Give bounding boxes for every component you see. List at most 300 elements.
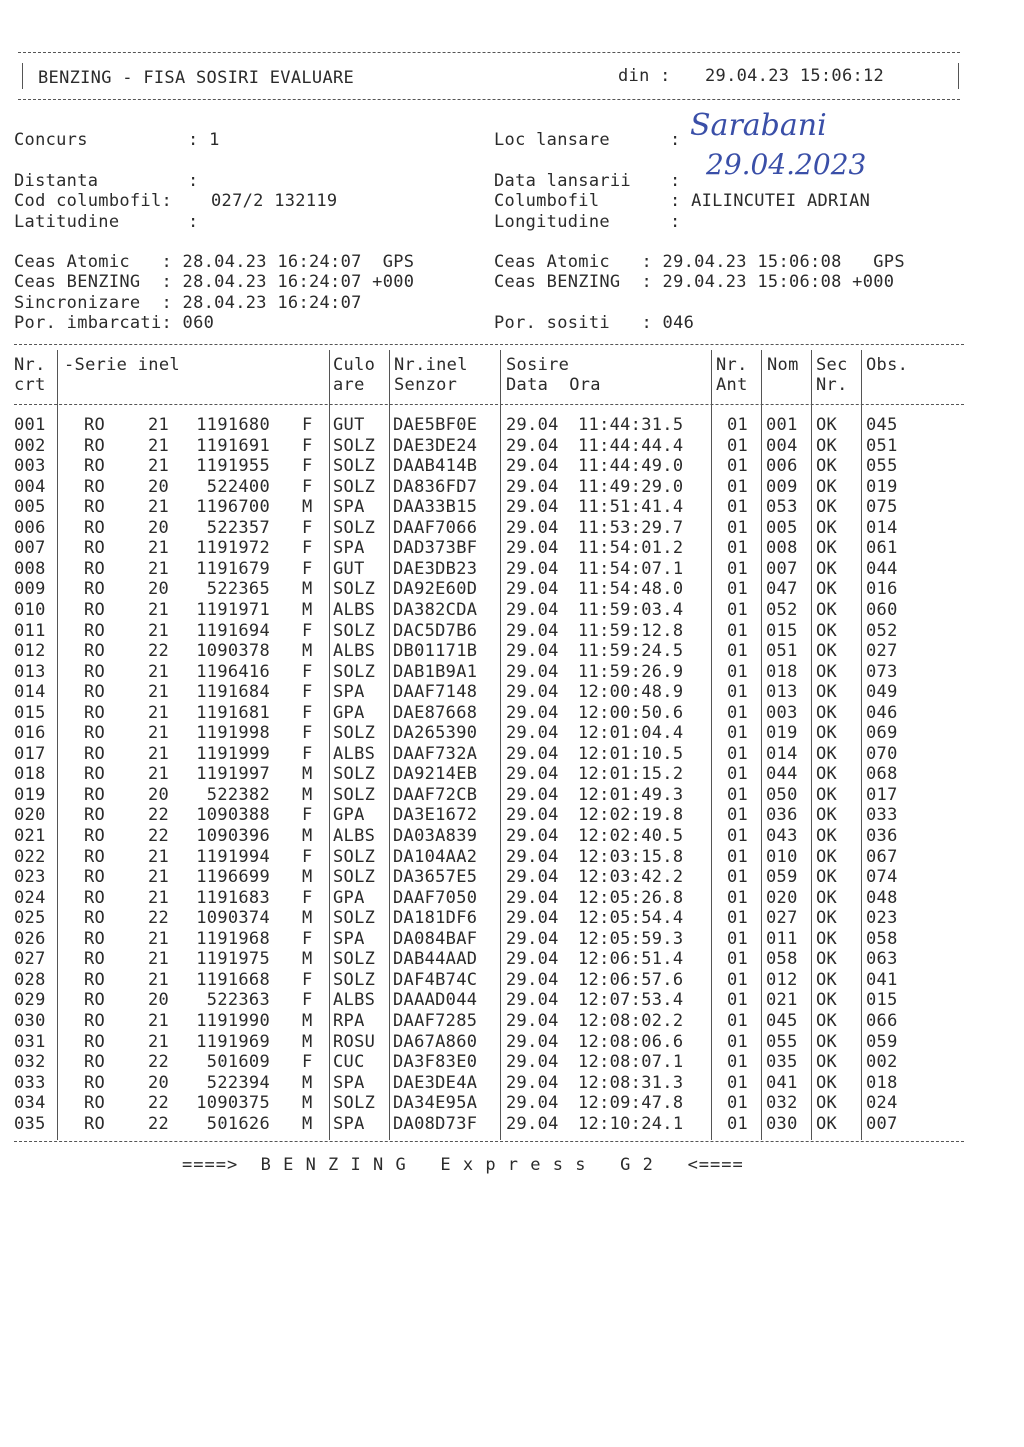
cell-time: 12:10:24.1 xyxy=(578,1113,684,1134)
cell-obs: 007 xyxy=(866,1113,898,1134)
cell-color: SOLZ xyxy=(333,764,376,785)
cell-date: 29.04 xyxy=(506,476,559,497)
cell-time: 12:03:42.2 xyxy=(578,867,684,888)
cell-sec: OK xyxy=(816,702,838,723)
cell-sensor: DAE3DB23 xyxy=(393,558,478,579)
cell-sex: M xyxy=(302,784,313,805)
cell-nom: 014 xyxy=(766,743,798,764)
cell-ant: 01 xyxy=(727,764,749,785)
cell-country: RO xyxy=(84,764,106,785)
table-row xyxy=(0,703,1024,724)
cell-nom: 004 xyxy=(766,435,798,456)
cell-obs: 052 xyxy=(866,620,898,641)
table-row xyxy=(0,621,1024,642)
cell-time: 11:59:24.5 xyxy=(578,641,684,662)
table-row xyxy=(0,477,1024,498)
cell-date: 29.04 xyxy=(506,682,559,703)
cell-year: 21 xyxy=(148,969,170,990)
cell-ant: 01 xyxy=(727,456,749,477)
cell-nr-crt: 030 xyxy=(14,1010,46,1031)
cell-sensor: DA34E95A xyxy=(393,1093,478,1114)
cell-ring-number: 1196700 xyxy=(196,497,270,518)
cell-country: RO xyxy=(84,599,106,620)
cell-color: SPA xyxy=(333,1072,365,1093)
cell-nom: 021 xyxy=(766,990,798,1011)
cell-country: RO xyxy=(84,682,106,703)
cell-color: SOLZ xyxy=(333,620,376,641)
cell-nr-crt: 023 xyxy=(14,867,46,888)
cell-ring-number: 1191968 xyxy=(196,928,270,949)
col-sosire-line2: Data Ora xyxy=(506,375,601,395)
cell-obs: 063 xyxy=(866,949,898,970)
cell-ring-number: 1191668 xyxy=(196,969,270,990)
cell-country: RO xyxy=(84,661,106,682)
cell-ant: 01 xyxy=(727,805,749,826)
cell-ant: 01 xyxy=(727,826,749,846)
cell-sensor: DAE5BF0E xyxy=(393,415,478,435)
cell-date: 29.04 xyxy=(506,826,559,846)
cell-nom: 044 xyxy=(766,764,798,785)
cell-sensor: DA08D73F xyxy=(393,1113,478,1134)
cell-country: RO xyxy=(84,846,106,867)
cell-sensor: DAB44AAD xyxy=(393,949,478,970)
cell-nom: 003 xyxy=(766,702,798,723)
cell-nom: 001 xyxy=(766,415,798,435)
cell-nom: 051 xyxy=(766,641,798,662)
table-row xyxy=(0,538,1024,559)
col-serie-inel: -Serie inel xyxy=(64,355,180,375)
table-row xyxy=(0,436,1024,457)
cell-country: RO xyxy=(84,579,106,600)
cell-ant: 01 xyxy=(727,661,749,682)
cell-nom: 019 xyxy=(766,723,798,744)
distanta-value: : xyxy=(188,171,199,191)
cell-country: RO xyxy=(84,969,106,990)
cell-time: 12:07:53.4 xyxy=(578,990,684,1011)
data-lansarii-label: Data lansarii xyxy=(494,171,631,191)
cell-year: 20 xyxy=(148,990,170,1011)
cell-ring-number: 501609 xyxy=(206,1052,270,1073)
cell-nom: 055 xyxy=(766,1031,798,1052)
cell-color: GPA xyxy=(333,805,365,826)
table-row xyxy=(0,785,1024,806)
cell-nom: 035 xyxy=(766,1052,798,1073)
table-row xyxy=(0,929,1024,950)
cell-country: RO xyxy=(84,743,106,764)
cell-sex: M xyxy=(302,1113,313,1134)
table-bottom-divider xyxy=(14,1141,964,1142)
cell-country: RO xyxy=(84,908,106,929)
cell-sec: OK xyxy=(816,826,838,846)
footer-banner: ====> B E N Z I N G E x p r e s s G 2 <==== xyxy=(182,1155,744,1175)
cell-country: RO xyxy=(84,990,106,1011)
cell-nr-crt: 021 xyxy=(14,826,46,846)
cell-country: RO xyxy=(84,826,106,846)
col-sec-line1: Sec xyxy=(816,355,848,375)
cell-sec: OK xyxy=(816,908,838,929)
cell-time: 11:44:31.5 xyxy=(578,415,684,435)
table-row xyxy=(0,600,1024,621)
cell-year: 21 xyxy=(148,867,170,888)
table-row xyxy=(0,908,1024,929)
cell-sec: OK xyxy=(816,661,838,682)
cell-nom: 015 xyxy=(766,620,798,641)
cell-obs: 075 xyxy=(866,497,898,518)
cell-sex: F xyxy=(302,517,313,538)
cell-date: 29.04 xyxy=(506,887,559,908)
cell-sex: F xyxy=(302,969,313,990)
cell-nr-crt: 005 xyxy=(14,497,46,518)
cell-date: 29.04 xyxy=(506,969,559,990)
cell-date: 29.04 xyxy=(506,1113,559,1134)
cell-obs: 027 xyxy=(866,641,898,662)
cell-time: 11:59:12.8 xyxy=(578,620,684,641)
cell-sex: F xyxy=(302,558,313,579)
cell-ring-number: 1191683 xyxy=(196,887,270,908)
cell-year: 20 xyxy=(148,476,170,497)
table-row xyxy=(0,867,1024,888)
cell-sensor: DA9214EB xyxy=(393,764,478,785)
cell-sensor: DA265390 xyxy=(393,723,478,744)
cell-sex: M xyxy=(302,1072,313,1093)
report-datetime: 29.04.23 15:06:12 xyxy=(705,66,885,86)
cell-nom: 008 xyxy=(766,538,798,559)
cell-ant: 01 xyxy=(727,743,749,764)
cell-time: 12:01:49.3 xyxy=(578,784,684,805)
cell-ant: 01 xyxy=(727,969,749,990)
cell-sec: OK xyxy=(816,641,838,662)
cell-sec: OK xyxy=(816,764,838,785)
cell-sensor: DA3E1672 xyxy=(393,805,478,826)
cell-ant: 01 xyxy=(727,1072,749,1093)
cell-nr-crt: 017 xyxy=(14,743,46,764)
cell-date: 29.04 xyxy=(506,723,559,744)
cell-sensor: DAA33B15 xyxy=(393,497,478,518)
cell-sensor: DAD373BF xyxy=(393,538,478,559)
cell-sensor: DAAB414B xyxy=(393,456,478,477)
table-row xyxy=(0,559,1024,580)
cell-country: RO xyxy=(84,1072,106,1093)
data-lansarii-handwritten: 29.04.2023 xyxy=(706,148,867,181)
cell-sensor: DAAF7066 xyxy=(393,517,478,538)
cell-nom: 013 xyxy=(766,682,798,703)
cell-nom: 041 xyxy=(766,1072,798,1093)
cell-sensor: DA084BAF xyxy=(393,928,478,949)
cell-ant: 01 xyxy=(727,1010,749,1031)
cell-ant: 01 xyxy=(727,990,749,1011)
cell-year: 21 xyxy=(148,928,170,949)
cell-color: CUC xyxy=(333,1052,365,1073)
cell-ring-number: 1191679 xyxy=(196,558,270,579)
cell-nr-crt: 033 xyxy=(14,1072,46,1093)
cell-nr-crt: 002 xyxy=(14,435,46,456)
cell-ring-number: 1090388 xyxy=(196,805,270,826)
table-row xyxy=(0,1032,1024,1053)
latitudine-label: Latitudine xyxy=(14,212,120,232)
cell-ant: 01 xyxy=(727,908,749,929)
cell-date: 29.04 xyxy=(506,435,559,456)
cell-sex: F xyxy=(302,456,313,477)
porumbei-imbarcati: Por. imbarcati: 060 xyxy=(14,313,215,333)
cell-obs: 002 xyxy=(866,1052,898,1073)
cell-obs: 067 xyxy=(866,846,898,867)
cell-color: SOLZ xyxy=(333,969,376,990)
ceas-atomic-end: Ceas Atomic : 29.04.23 15:06:08 GPS xyxy=(494,252,905,272)
cell-sex: F xyxy=(302,743,313,764)
cell-country: RO xyxy=(84,415,106,435)
table-row xyxy=(0,990,1024,1011)
header-right-border xyxy=(958,63,959,89)
table-row xyxy=(0,662,1024,683)
cell-nr-crt: 010 xyxy=(14,599,46,620)
cell-color: GPA xyxy=(333,702,365,723)
cell-ant: 01 xyxy=(727,1052,749,1073)
cell-nom: 012 xyxy=(766,969,798,990)
cell-country: RO xyxy=(84,949,106,970)
cell-obs: 014 xyxy=(866,517,898,538)
cell-ant: 01 xyxy=(727,538,749,559)
cell-time: 12:00:50.6 xyxy=(578,702,684,723)
cell-year: 21 xyxy=(148,1031,170,1052)
table-top-divider xyxy=(14,344,964,345)
cell-nr-crt: 034 xyxy=(14,1093,46,1114)
cell-nr-crt: 013 xyxy=(14,661,46,682)
cell-sensor: DA03A839 xyxy=(393,826,478,846)
cell-sensor: DAAAD044 xyxy=(393,990,478,1011)
cell-sex: M xyxy=(302,1010,313,1031)
cell-sex: F xyxy=(302,1052,313,1073)
table-row xyxy=(0,1052,1024,1073)
cell-sensor: DA3F83E0 xyxy=(393,1052,478,1073)
cell-ring-number: 1191971 xyxy=(196,599,270,620)
cell-sex: F xyxy=(302,723,313,744)
cell-ring-number: 1191684 xyxy=(196,682,270,703)
cell-year: 22 xyxy=(148,641,170,662)
cell-country: RO xyxy=(84,1093,106,1114)
table-row xyxy=(0,949,1024,970)
cell-sec: OK xyxy=(816,867,838,888)
cell-date: 29.04 xyxy=(506,1031,559,1052)
cell-year: 22 xyxy=(148,1093,170,1114)
cell-ant: 01 xyxy=(727,682,749,703)
col-nom: Nom xyxy=(767,355,799,375)
cell-sensor: DAAF7050 xyxy=(393,887,478,908)
cell-country: RO xyxy=(84,723,106,744)
cell-sex: M xyxy=(302,764,313,785)
cell-date: 29.04 xyxy=(506,1072,559,1093)
col-sosire-line1: Sosire xyxy=(506,355,570,375)
cell-sensor: DA836FD7 xyxy=(393,476,478,497)
cell-sensor: DAE3DE4A xyxy=(393,1072,478,1093)
cell-obs: 068 xyxy=(866,764,898,785)
cell-nr-crt: 006 xyxy=(14,517,46,538)
cell-year: 21 xyxy=(148,949,170,970)
cell-sex: M xyxy=(302,599,313,620)
cell-color: SOLZ xyxy=(333,867,376,888)
cell-color: SOLZ xyxy=(333,784,376,805)
cell-color: SOLZ xyxy=(333,456,376,477)
cell-country: RO xyxy=(84,805,106,826)
cell-ant: 01 xyxy=(727,887,749,908)
cell-time: 12:05:54.4 xyxy=(578,908,684,929)
cell-color: SPA xyxy=(333,497,365,518)
cell-nom: 030 xyxy=(766,1113,798,1134)
cell-date: 29.04 xyxy=(506,620,559,641)
cell-nom: 052 xyxy=(766,599,798,620)
cell-color: SOLZ xyxy=(333,517,376,538)
cell-sec: OK xyxy=(816,1052,838,1073)
cell-time: 12:01:10.5 xyxy=(578,743,684,764)
cell-time: 12:01:04.4 xyxy=(578,723,684,744)
cell-year: 21 xyxy=(148,415,170,435)
cell-time: 12:08:06.6 xyxy=(578,1031,684,1052)
cell-sensor: DA92E60D xyxy=(393,579,478,600)
porumbei-sositi: Por. sositi : 046 xyxy=(494,313,695,333)
cell-sex: F xyxy=(302,476,313,497)
cell-year: 21 xyxy=(148,661,170,682)
cell-sec: OK xyxy=(816,846,838,867)
cell-nr-crt: 001 xyxy=(14,415,46,435)
cell-obs: 049 xyxy=(866,682,898,703)
table-header-divider xyxy=(14,404,964,405)
cell-sensor: DAF4B74C xyxy=(393,969,478,990)
cell-time: 11:49:29.0 xyxy=(578,476,684,497)
cell-nom: 007 xyxy=(766,558,798,579)
cell-obs: 024 xyxy=(866,1093,898,1114)
cell-ant: 01 xyxy=(727,620,749,641)
cell-ring-number: 1191994 xyxy=(196,846,270,867)
cell-obs: 070 xyxy=(866,743,898,764)
loc-lansare-handwritten: Sarabani xyxy=(690,108,827,143)
cell-ring-number: 1191975 xyxy=(196,949,270,970)
cell-ring-number: 1090375 xyxy=(196,1093,270,1114)
cell-ring-number: 1191969 xyxy=(196,1031,270,1052)
cell-color: SPA xyxy=(333,538,365,559)
cell-sec: OK xyxy=(816,435,838,456)
cell-obs: 015 xyxy=(866,990,898,1011)
cell-sensor: DA67A860 xyxy=(393,1031,478,1052)
cell-nr-crt: 025 xyxy=(14,908,46,929)
cell-obs: 017 xyxy=(866,784,898,805)
cell-sex: M xyxy=(302,641,313,662)
cell-sex: M xyxy=(302,579,313,600)
cell-time: 11:51:41.4 xyxy=(578,497,684,518)
cell-date: 29.04 xyxy=(506,497,559,518)
cell-ant: 01 xyxy=(727,702,749,723)
cell-nom: 018 xyxy=(766,661,798,682)
cell-color: SOLZ xyxy=(333,579,376,600)
cell-sensor: DAAF7285 xyxy=(393,1010,478,1031)
cell-date: 29.04 xyxy=(506,641,559,662)
cell-date: 29.04 xyxy=(506,558,559,579)
cell-ring-number: 1090378 xyxy=(196,641,270,662)
cell-sec: OK xyxy=(816,949,838,970)
cell-sec: OK xyxy=(816,1113,838,1134)
cell-color: SOLZ xyxy=(333,908,376,929)
cell-obs: 051 xyxy=(866,435,898,456)
cell-sex: F xyxy=(302,415,313,435)
cell-sec: OK xyxy=(816,558,838,579)
cell-sex: F xyxy=(302,846,313,867)
cell-nr-crt: 004 xyxy=(14,476,46,497)
cell-year: 21 xyxy=(148,456,170,477)
cell-sex: M xyxy=(302,867,313,888)
cell-ant: 01 xyxy=(727,435,749,456)
cell-nr-crt: 026 xyxy=(14,928,46,949)
cell-nr-crt: 028 xyxy=(14,969,46,990)
cell-sec: OK xyxy=(816,599,838,620)
cell-nom: 009 xyxy=(766,476,798,497)
cell-country: RO xyxy=(84,620,106,641)
cell-date: 29.04 xyxy=(506,456,559,477)
cell-time: 11:59:26.9 xyxy=(578,661,684,682)
cell-year: 21 xyxy=(148,558,170,579)
cell-nr-crt: 031 xyxy=(14,1031,46,1052)
cell-nom: 020 xyxy=(766,887,798,908)
cell-nom: 036 xyxy=(766,805,798,826)
cell-ring-number: 501626 xyxy=(206,1113,270,1134)
cell-year: 21 xyxy=(148,887,170,908)
cell-country: RO xyxy=(84,435,106,456)
columbofil-label: Columbofil xyxy=(494,191,600,211)
cell-date: 29.04 xyxy=(506,1093,559,1114)
cell-ant: 01 xyxy=(727,517,749,538)
cell-sex: F xyxy=(302,990,313,1011)
col-ant-line1: Nr. xyxy=(716,355,748,375)
col-nr-line1: Nr. xyxy=(14,355,46,375)
cell-year: 20 xyxy=(148,517,170,538)
cell-ring-number: 1191681 xyxy=(196,702,270,723)
cell-year: 21 xyxy=(148,538,170,559)
cell-date: 29.04 xyxy=(506,784,559,805)
cell-time: 12:06:57.6 xyxy=(578,969,684,990)
cell-country: RO xyxy=(84,558,106,579)
cell-sensor: DAAF732A xyxy=(393,743,478,764)
cell-time: 12:06:51.4 xyxy=(578,949,684,970)
cell-obs: 048 xyxy=(866,887,898,908)
cell-date: 29.04 xyxy=(506,579,559,600)
cell-color: ALBS xyxy=(333,599,376,620)
cell-time: 11:44:44.4 xyxy=(578,435,684,456)
cell-date: 29.04 xyxy=(506,867,559,888)
cell-ring-number: 1191999 xyxy=(196,743,270,764)
cell-nr-crt: 011 xyxy=(14,620,46,641)
cell-country: RO xyxy=(84,867,106,888)
cell-sec: OK xyxy=(816,1031,838,1052)
cell-color: ALBS xyxy=(333,641,376,662)
cell-sex: F xyxy=(302,805,313,826)
cell-nom: 006 xyxy=(766,456,798,477)
cell-color: SOLZ xyxy=(333,476,376,497)
cell-obs: 041 xyxy=(866,969,898,990)
cell-year: 20 xyxy=(148,1072,170,1093)
cell-date: 29.04 xyxy=(506,599,559,620)
cell-sensor: DAC5D7B6 xyxy=(393,620,478,641)
cell-sex: M xyxy=(302,826,313,846)
cell-date: 29.04 xyxy=(506,846,559,867)
cell-time: 11:59:03.4 xyxy=(578,599,684,620)
cell-color: RPA xyxy=(333,1010,365,1031)
cell-year: 21 xyxy=(148,682,170,703)
cell-sec: OK xyxy=(816,990,838,1011)
cell-obs: 033 xyxy=(866,805,898,826)
cell-nom: 047 xyxy=(766,579,798,600)
cell-ant: 01 xyxy=(727,784,749,805)
cell-ring-number: 1191972 xyxy=(196,538,270,559)
table-row xyxy=(0,723,1024,744)
header-left-border xyxy=(22,63,23,89)
cell-nom: 045 xyxy=(766,1010,798,1031)
